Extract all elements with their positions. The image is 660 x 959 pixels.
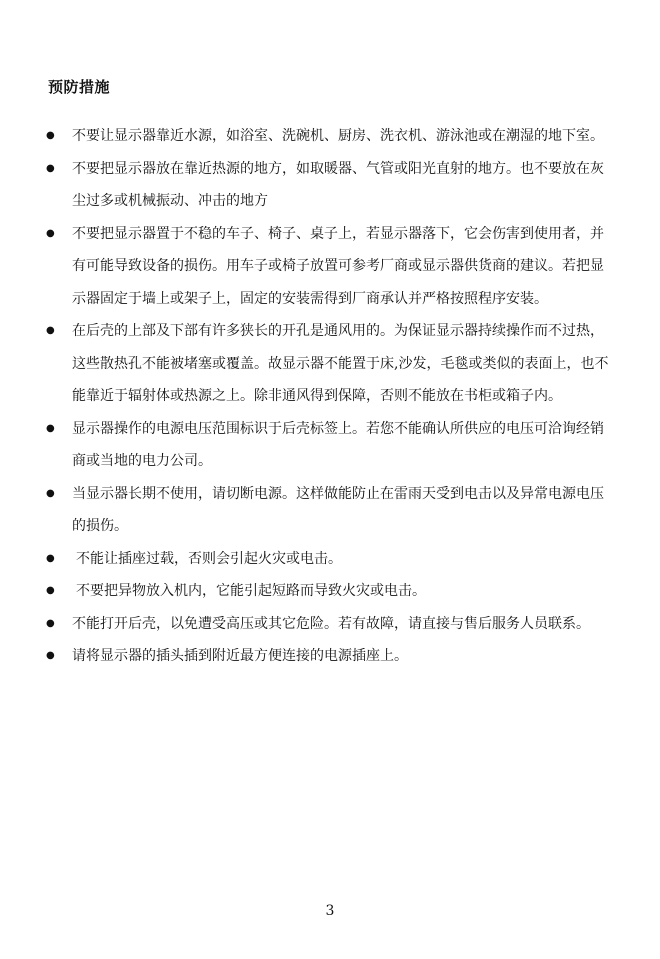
precautions-list — [0, 120, 660, 673]
list-item-text: 不要把异物放入机内，它能引起短路而导致火灾或电击。 — [76, 583, 426, 599]
list-item-text: 请将显示器的插头插到附近最方便连接的电源插座上。 — [72, 648, 408, 664]
list-item-text: 不要把显示器放在靠近热源的地方，如取暖器、气管或阳光直射的地方。也不要放在灰尘过多或机械振动、冲击的地方 — [72, 160, 604, 209]
bullet-icon: ● — [46, 552, 55, 564]
list-item-text: 不能让插座过载，否则会引起火灾或电击。 — [76, 550, 342, 567]
list-item — [0, 218, 660, 316]
list-item — [0, 120, 660, 153]
list-item-text: 显示器操作的电源电压范围标识于后壳标签上。若您不能确认所供应的电压可洽询经销商或当地的电力公司。 — [72, 420, 604, 469]
bullet-icon: ● — [46, 227, 55, 239]
bullet-icon: ● — [46, 162, 55, 174]
bullet-icon: ● — [46, 325, 55, 336]
bullet-icon: ● — [46, 422, 55, 434]
list-item — [0, 640, 660, 673]
page-number: 3 — [325, 903, 335, 919]
bullet-icon: ● — [46, 650, 55, 661]
bullet-icon: ● — [46, 617, 55, 629]
list-item — [0, 575, 660, 608]
list-item — [0, 478, 660, 543]
list-item — [0, 153, 660, 218]
bullet-icon: ● — [46, 130, 55, 141]
list-item — [0, 413, 660, 478]
list-item — [0, 608, 660, 641]
list-item — [0, 543, 660, 576]
bullet-icon: ● — [46, 487, 55, 499]
list-item-text: 不要把显示器置于不稳的车子、椅子、桌子上，若显示器落下，它会伤害到使用者，并有可能导致设备的损伤。用车子或椅子放置可参考厂商或显示器供货商的建议。若把显示器固定于墙上或架子上，固定的安装需得到厂商承认并严格按照程序安装。 — [72, 225, 604, 307]
list-item-text: 当显示器长期不使用，请切断电源。这样做能防止在雷雨天受到电击以及异常电源电压的损伤。 — [72, 485, 604, 534]
list-item-text: 不能打开后壳，以免遭受高压或其它危险。若有故障，请直接与售后服务人员联系。 — [72, 615, 590, 632]
list-item-text: 在后壳的上部及下部有许多狭长的开孔是通风用的。为保证显示器持续操作而不过热，这些散热孔不能被堵塞或覆盖。故显示器不能置于床,沙发，毛毯或类似的表面上，也不能靠近于辐射体或热源之上。除非通风得到保障，否则不能放在书柜或箱子内。 — [72, 323, 609, 404]
section-title: 预防措施 — [48, 78, 111, 96]
list-item-text: 不要让显示器靠近水源，如浴室、洗碗机、厨房、洗衣机、游泳池或在潮湿的地下室。 — [72, 128, 604, 144]
list-item — [0, 315, 660, 413]
bullet-icon: ● — [46, 585, 55, 596]
